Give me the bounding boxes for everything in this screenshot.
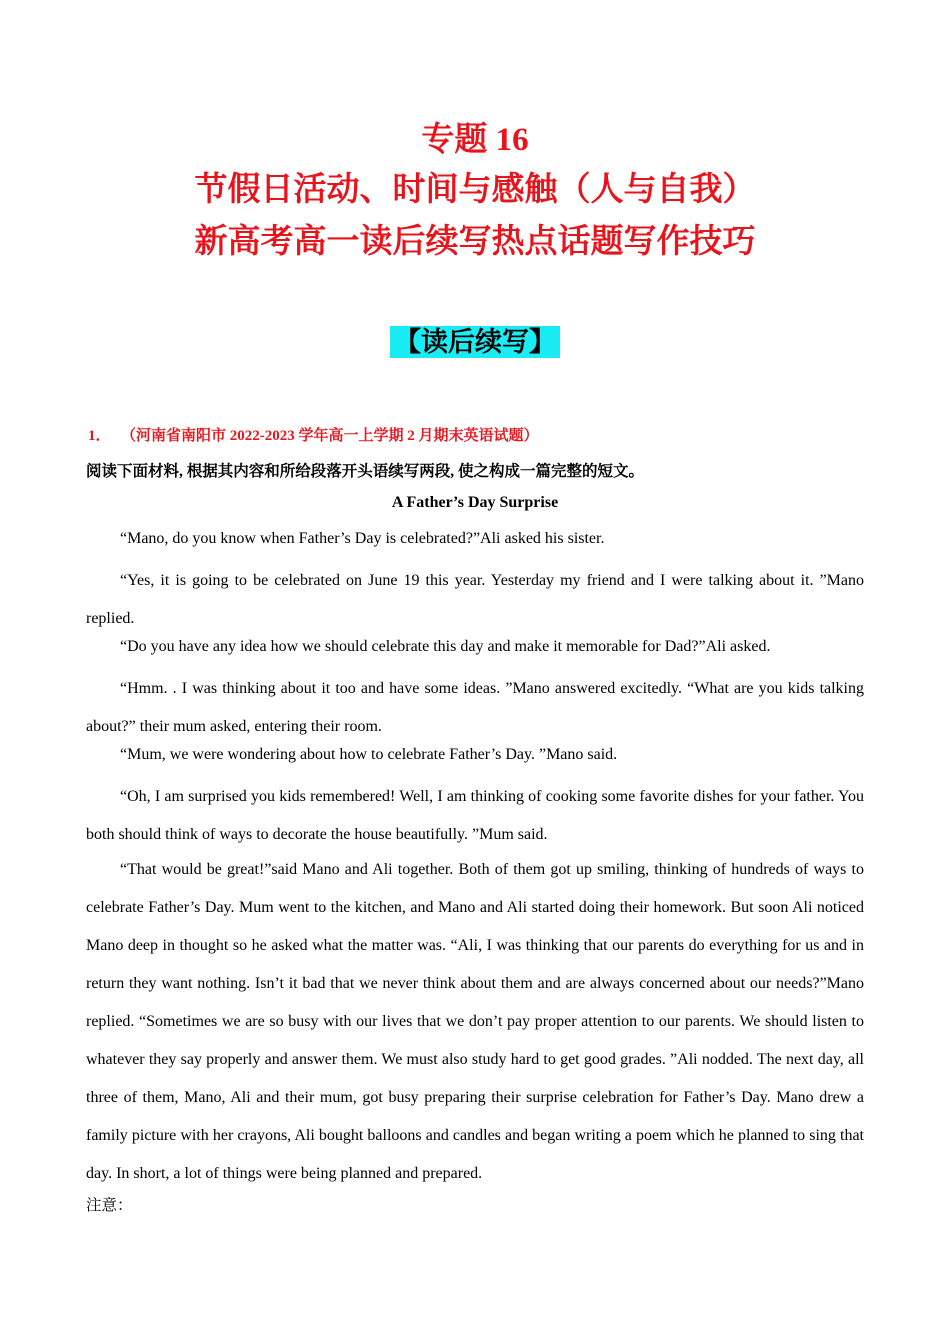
question-instruction: 阅读下面材料, 根据其内容和所给段落开头语续写两段, 使之构成一篇完整的短文。 [86, 463, 645, 480]
section-label: 【读后续写】 [390, 326, 560, 358]
story-paragraph: “That would be great!”said Mano and Ali together. Both of them got up smiling, thinking of hundreds of ways to celebrate Father’s Day. Mum went to the kitchen, and Mano and Ali started doing their homework. But soon Ali noticed Mano deep in thought so he asked what the matter was. “Ali, I was thinking that our parents do everything for us and in return they want nothing. Isn’t it bad that we never think about them and are always concerned about our needs?”Mano replied. “Sometimes we are so busy with our lives that we don’t pay proper attention to our parents. We should listen to whatever they say properly and answer them. We must also study hard to get good grades. ”Ali nodded. The next day, all three of them, Mano, Ali and their mum, got busy preparing their surprise celebration for Father’s Day. Mano drew a family picture with her crayons, Ali bought balloons and candles and began writing a poem which he planned to sing that day. In short, a lot of things were being planned and prepared. [86, 861, 864, 1182]
page-title-theme: 节假日活动、时间与感触（人与自我） [194, 172, 756, 208]
story-paragraph: “Mano, do you know when Father’s Day is celebrated?”Ali asked his sister. [120, 530, 605, 547]
question-header [88, 424, 539, 445]
story-paragraph: “Oh, I am surprised you kids remembered! Well, I am thinking of cooking some favorite dishes for your father. You both should think of ways to decorate the house beautifully. ”Mum said. [86, 788, 864, 843]
story-paragraph: “Do you have any idea how we should celebrate this day and make it memorable for Dad?”Ali asked. [120, 638, 771, 655]
question-source: （河南省南阳市 2022-2023 学年高一上学期 2 月期末英语试题） [128, 428, 539, 444]
note-label: 注意： [86, 1197, 133, 1214]
section-header [0, 326, 950, 358]
story-paragraph: “Hmm. . I was thinking about it too and have some ideas. ”Mano answered excitedly. “What are you kids talking about?” their mum asked, entering their room. [86, 680, 864, 735]
page-title-subtitle: 新高考高一读后续写热点话题写作技巧 [194, 224, 756, 260]
story-paragraph: “Mum, we were wondering about how to celebrate Father’s Day. ”Mano said. [120, 746, 618, 763]
story-title: A Father’s Day Surprise [391, 494, 559, 511]
story-paragraph: “Yes, it is going to be celebrated on June 19 this year. Yesterday my friend and I were talking about it. ”Mano replied. [86, 572, 864, 627]
page-title-topic: 专题 16 [421, 122, 529, 158]
question-number: 1． [88, 428, 111, 444]
